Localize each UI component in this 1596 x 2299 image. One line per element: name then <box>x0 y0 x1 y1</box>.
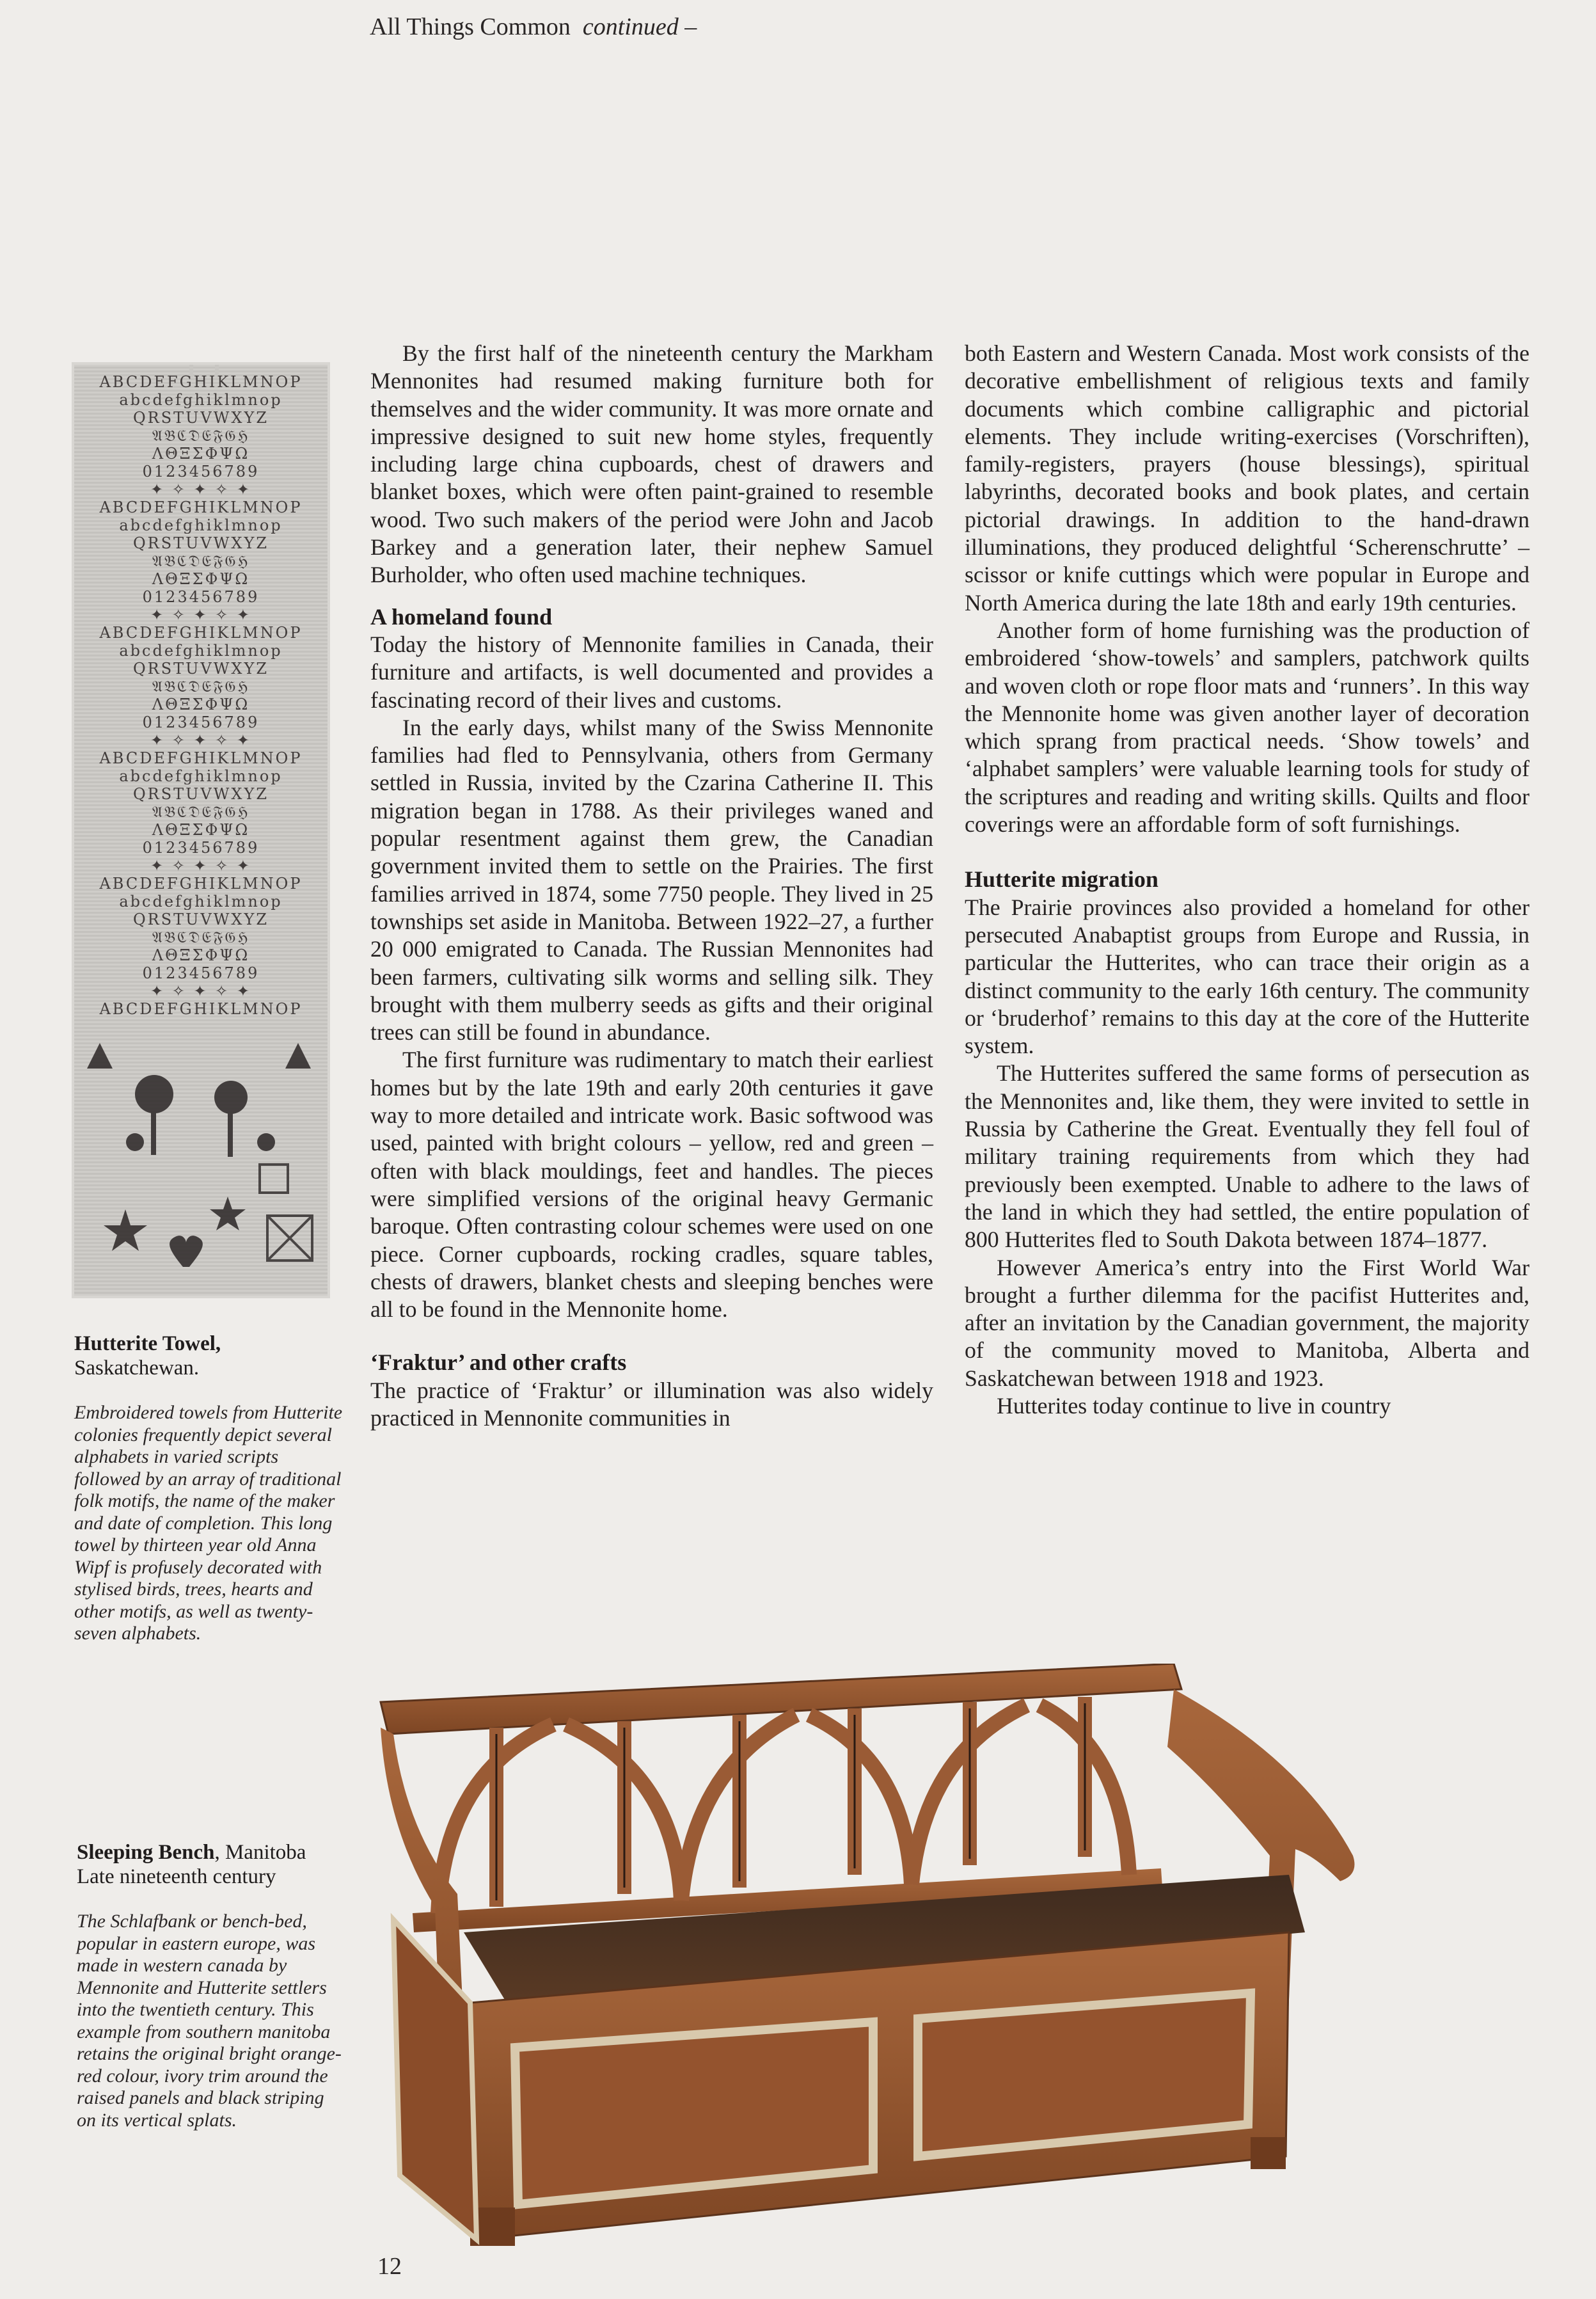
towel-embroidery-row: ✦ ✧ ✦ ✧ ✦ <box>150 857 252 874</box>
bench-caption-text: The Schlafbank or bench-bed, popular in eastern europe, was made in western canada by Mennonite and Hutterite settlers into the twentieth century. This example from southern manitoba retains the original bright orange-red colour, ivory trim around the raised panels and black striping on its vertical splats. <box>77 1911 342 2131</box>
towel-embroidery-row: ✦ ✧ ✦ ✧ ✦ <box>150 732 252 749</box>
towel-embroidery-row: ABCDEFGHIKLMNOP <box>99 499 303 516</box>
paragraph: The first furniture was rudimentary to match their earliest homes but by the late 19th and early 20th centuries it gave way to more detailed and intricate work. Basic softwood was used, painted with bright colours – yellow, red and green – often with black mouldings, feet and handles. The pieces were simplified versions of the original heavy Germanic baroque. Often contrasting colour schemes were used on one piece. Corner cupboards, rocking cradles, square tables, chests of drawers, blanket chests and sleeping benches were all to be found in the Mennonite home. <box>370 1047 933 1323</box>
towel-embroidery-row: ΛΘΞΣΦΨΩ <box>152 696 250 713</box>
towel-caption-title: Hutterite Towel, <box>74 1332 221 1355</box>
towel-embroidery-row: 𝔄𝔅ℭ𝔇𝔈𝔉𝔊ℌ <box>152 804 250 820</box>
paragraph: The practice of ‘Fraktur’ or illumination was also widely practiced in Mennonite communities in <box>370 1377 933 1431</box>
towel-embroidery-row: 0123456789 <box>142 965 260 982</box>
towel-embroidery-row: ABCDEFGHIKLMNOP <box>99 1001 303 1017</box>
towel-embroidery-row: 0123456789 <box>142 589 260 605</box>
bench-caption-place: , Manitoba <box>214 1841 306 1864</box>
towel-caption <box>74 1332 343 1645</box>
towel-embroidery-row: abcdefghiklmnop <box>119 517 283 534</box>
running-header-title: All Things Common <box>370 13 571 40</box>
towel-embroidery-row: 𝔄𝔅ℭ𝔇𝔈𝔉𝔊ℌ <box>152 553 250 569</box>
towel-caption-text: Embroidered towels from Hutterite colonies frequently depict several alphabets in varied scripts followed by an array of traditional folk motifs, the name of the maker and date of completion. This long towel by thirteen year old Anna Wipf is profusely decorated with stylised birds, trees, hearts and other motifs, as well as twenty-seven alphabets. <box>74 1402 343 1644</box>
paragraph: The Prairie provinces also provided a homeland for other persecuted Anabaptist groups from Europe and Russia, in particular the Hutterites, who can trace their origin as a distinct community to the early 16th century. The community or ‘bruderhof’ remains to this day at the core of the Hutterite system. <box>965 894 1529 1059</box>
towel-embroidery-row: ΛΘΞΣΦΨΩ <box>152 947 250 964</box>
towel-embroidery-row: ΛΘΞΣΦΨΩ <box>152 571 250 587</box>
towel-embroidery-row: ABCDEFGHIKLMNOP <box>99 875 303 892</box>
towel-embroidery-row: 𝔄𝔅ℭ𝔇𝔈𝔉𝔊ℌ <box>152 678 250 695</box>
towel-embroidery-row: ✦ ✧ ✦ ✧ ✦ <box>150 983 252 999</box>
towel-embroidery-row: ΛΘΞΣΦΨΩ <box>152 822 250 838</box>
paragraph: Hutterites today continue to live in country <box>997 1392 1391 1419</box>
towel-embroidery-row: 0123456789 <box>142 463 260 480</box>
towel-embroidery-row: abcdefghiklmnop <box>119 392 283 408</box>
towel-embroidery-row: 𝔄𝔅ℭ𝔇𝔈𝔉𝔊ℌ <box>152 427 250 444</box>
towel-embroidery-row: 0123456789 <box>142 714 260 731</box>
bench-caption-title: Sleeping Bench <box>77 1841 215 1864</box>
towel-embroidery-row: QRSTUVWXYZ <box>132 786 269 802</box>
paragraph: The Hutterites suffered the same forms of persecution as the Mennonites and, like them, they were invited to settle in Russia by Catherine the Great. Eventually they fell foul of military training requirements from which they had previously been exempted. Unable to adhere to the laws of the land in which they had settled, the entire population of 800 Hutterites fled to South Dakota between 1874–1877. <box>965 1060 1529 1253</box>
towel-embroidery-row: ΛΘΞΣΦΨΩ <box>152 445 250 462</box>
hutterite-towel-image <box>74 365 328 1296</box>
paragraph: In the early days, whilst many of the Swiss Mennonite families had fled to Pennsylvania, others from Germany settled in Russia, invited by the Czarina Catherine II. This migration began in 1788. As their privileges waned and popular resentment against them grew, the Canadian government invited them to settle on the Prairies. The first families arrived in 1874, some 7750 people. They lived in 25 townships set aside in Manitoba. Between 1922–27, a further 20 000 emigrated to Canada. The Russian Mennonites had been farmers, cultivating silk worms and selling silk. They brought with them mulberry seeds as gifts and their original trees can still be found in abundance. <box>370 714 933 1046</box>
section-heading-hutterite: Hutterite migration <box>965 866 1158 893</box>
towel-embroidery-row: QRSTUVWXYZ <box>132 410 269 426</box>
towel-caption-place: Saskatchewan. <box>74 1356 200 1380</box>
towel-embroidery-row: ✦ ✧ ✦ ✧ ✦ <box>150 607 252 623</box>
towel-embroidery-row: QRSTUVWXYZ <box>132 660 269 677</box>
bench-caption <box>77 1840 345 2131</box>
paragraph: By the first half of the nineteenth century the Markham Mennonites had resumed making furniture both for themselves and the wider community. It was more ornate and impressive designed to suit new home styles, frequently including large china cupboards, chest of drawers and blanket boxes, which were often paint-grained to resemble wood. Two such makers of the period were John and Jacob Barkey and a generation later, their nephew Samuel Burholder, who often used machine techniques. <box>370 340 933 588</box>
towel-embroidery-row: abcdefghiklmnop <box>119 642 283 659</box>
section-heading-homeland: A homeland found <box>370 603 553 630</box>
towel-embroidery-row: 𝔄𝔅ℭ𝔇𝔈𝔉𝔊ℌ <box>152 929 250 946</box>
running-header-continued: continued – <box>582 13 697 40</box>
page-number: 12 <box>377 2253 402 2280</box>
running-header <box>370 13 697 41</box>
paragraph: both Eastern and Western Canada. Most work consists of the decorative embellishment of religious texts and family documents which combine calligraphic and pictorial elements. They include writing-exercises (Vorschriften), family-registers, prayers (house blessings), spiritual labyrinths, decorated books and book plates, and certain pictorial drawings. In addition to the hand-drawn illuminations, they produced delightful ‘Scherenschrutte’ – scissor or knife cuttings which were popular in Europe and North America during the late 18th and early 19th centuries. <box>965 340 1529 616</box>
towel-embroidery-row: QRSTUVWXYZ <box>132 911 269 928</box>
towel-motifs-svg <box>74 365 328 1296</box>
bench-caption-date: Late nineteenth century <box>77 1865 276 1888</box>
sleeping-bench-image <box>374 1664 1363 2252</box>
towel-embroidery-row: ABCDEFGHIKLMNOP <box>99 624 303 641</box>
towel-embroidery-row: abcdefghiklmnop <box>119 768 283 784</box>
towel-embroidery-row: 0123456789 <box>142 839 260 856</box>
towel-embroidery-row: abcdefghiklmnop <box>119 893 283 910</box>
towel-embroidery-row: ABCDEFGHIKLMNOP <box>99 750 303 767</box>
section-heading-fraktur: ‘Fraktur’ and other crafts <box>370 1349 627 1376</box>
paragraph: However America’s entry into the First World War brought a further dilemma for the pacifist Hutterites and, after an invitation by the Canadian government, the majority of the community moved to Manitoba, Alberta and Saskatchewan between 1918 and 1923. <box>965 1254 1529 1391</box>
towel-embroidery-row: ✦ ✧ ✦ ✧ ✦ <box>150 481 252 498</box>
towel-embroidery-row: QRSTUVWXYZ <box>132 535 269 552</box>
paragraph: Another form of home furnishing was the production of embroidered ‘show-towels’ and samplers, patchwork quilts and woven cloth or rope floor mats and ‘runners’. In this way the Mennonite home was given another layer of decoration which sprang from practical needs. ‘Show towels’ and ‘alphabet samplers’ were valuable learning tools for study of the scriptures and reading and writing skills. Quilts and floor coverings were an affordable form of soft furnishings. <box>965 617 1529 838</box>
body-column-left <box>370 340 933 1432</box>
body-column-right <box>965 340 1529 1420</box>
towel-embroidery-row: ABCDEFGHIKLMNOP <box>99 374 303 390</box>
paragraph: Today the history of Mennonite families in Canada, their furniture and artifacts, is well documented and provides a fascinating record of their lives and customs. <box>370 631 933 713</box>
